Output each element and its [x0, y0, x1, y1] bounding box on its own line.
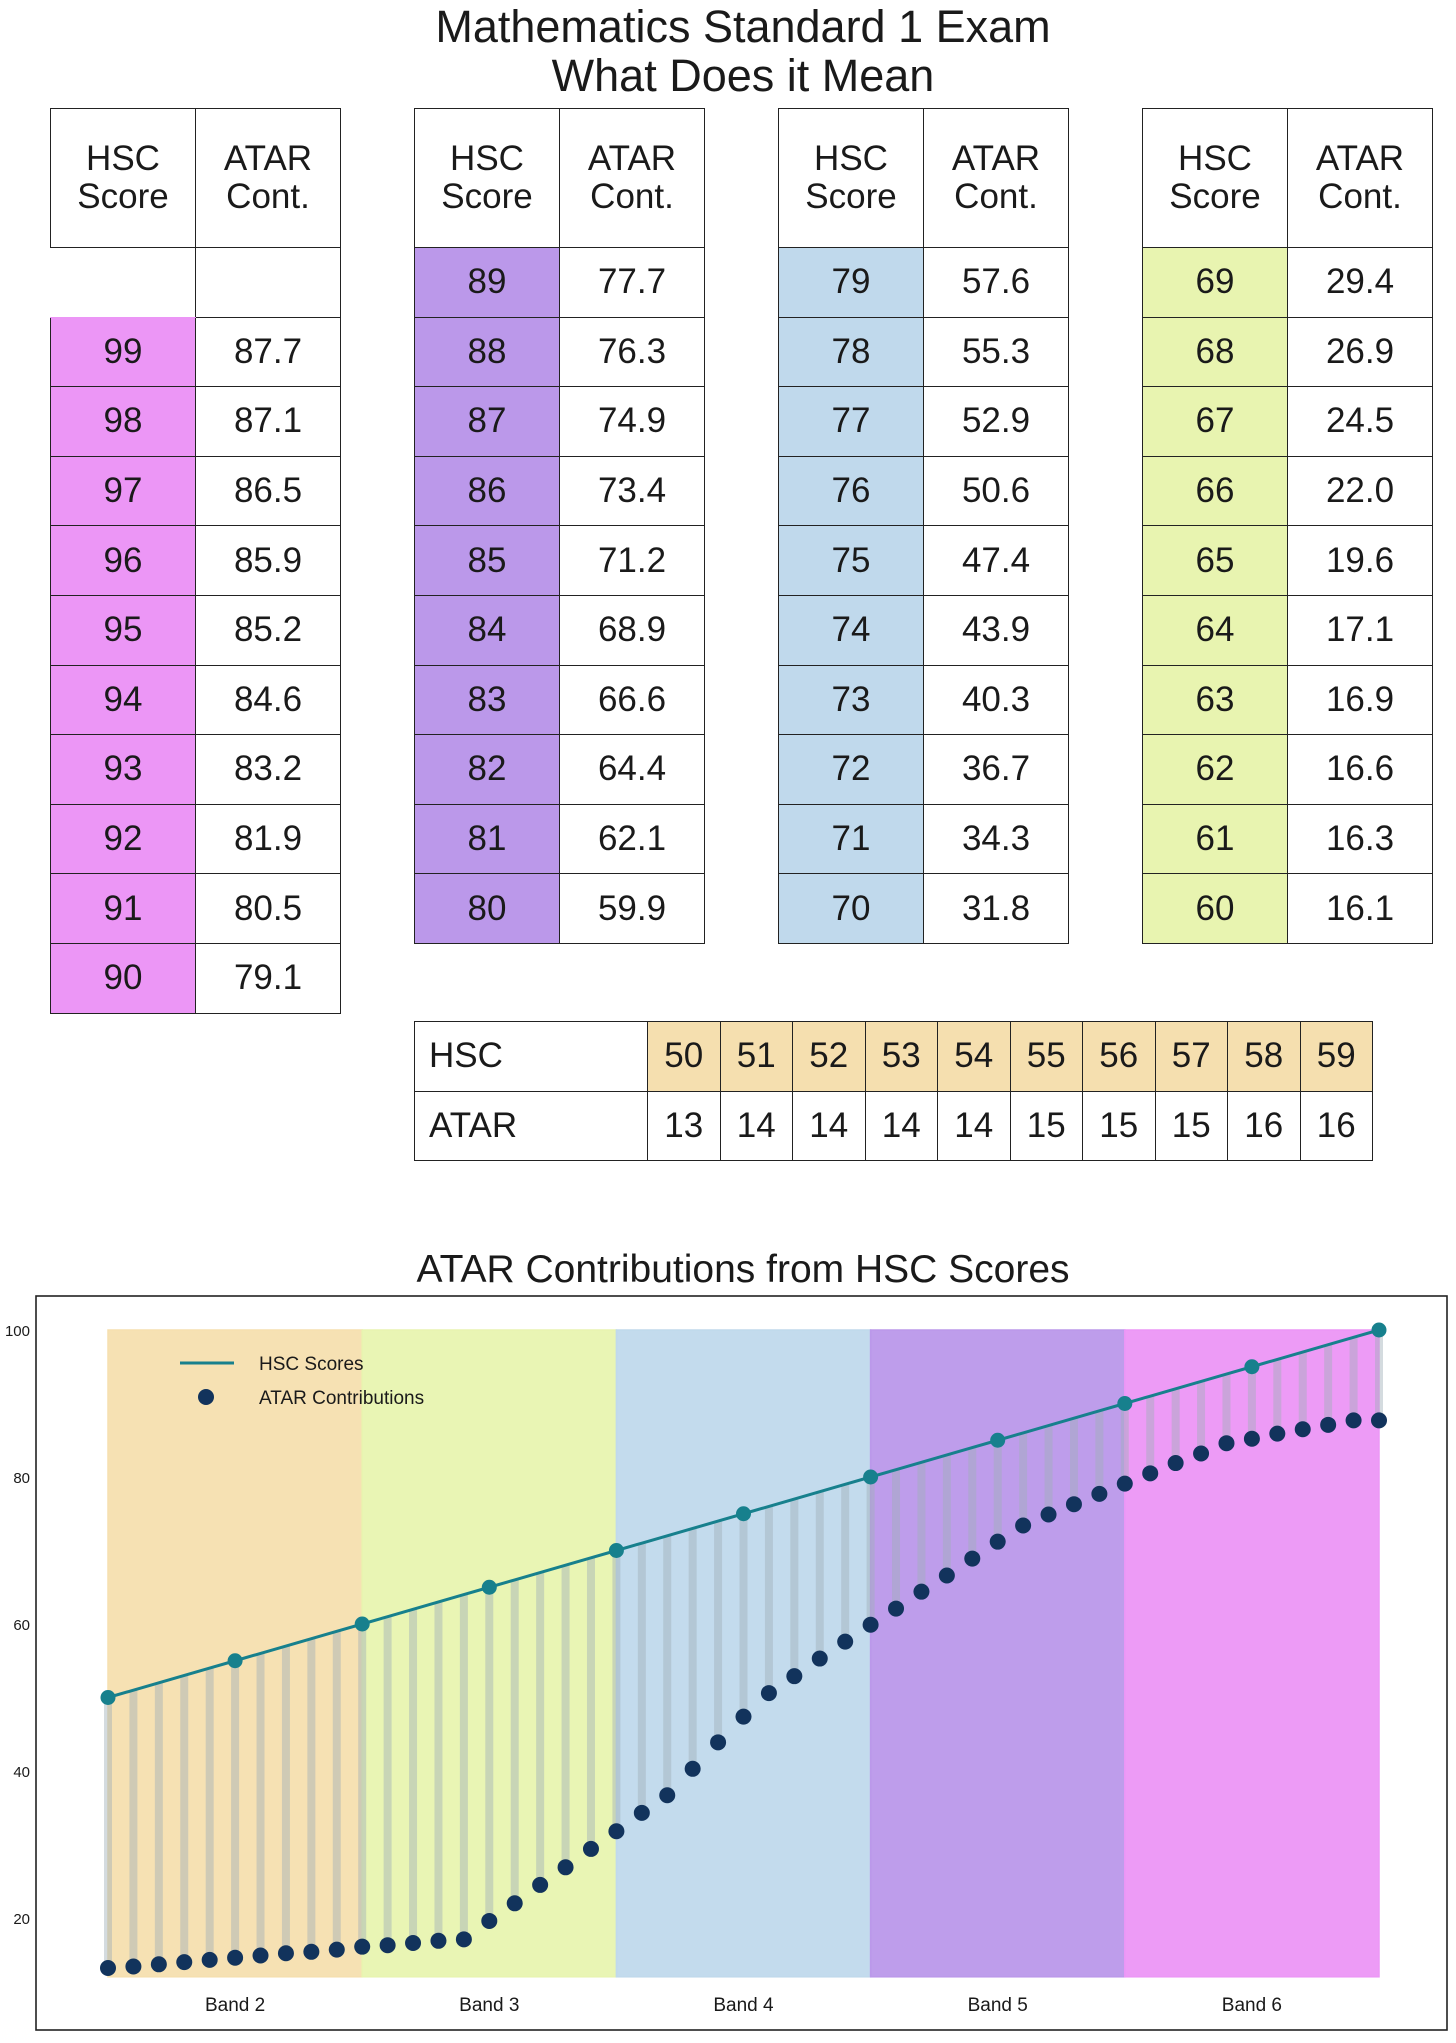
table-row [1143, 526, 1433, 596]
hsc-score-cell: 79 [779, 248, 924, 318]
header-hsc-score: HSC Score [779, 109, 924, 248]
hsc-score-cell: 88 [415, 317, 560, 387]
band2-atar-cell: 14 [865, 1091, 938, 1161]
score-table-band4 [778, 108, 1069, 944]
atar-cont-cell: 43.9 [924, 595, 1069, 665]
atar-point [1218, 1435, 1234, 1451]
hsc-score-cell: 90 [51, 943, 196, 1013]
atar-point [253, 1947, 269, 1963]
score-table-band6 [50, 108, 341, 1014]
hsc-score-cell: 87 [415, 387, 560, 457]
table-row [1143, 595, 1433, 665]
atar-point [176, 1954, 192, 1970]
hsc-score-cell: 75 [779, 526, 924, 596]
atar-cont-cell: 81.9 [196, 804, 341, 874]
table-header-row [415, 109, 705, 248]
band2-hsc-cell: 52 [793, 1022, 866, 1092]
atar-point [1193, 1445, 1209, 1461]
table-row [779, 387, 1069, 457]
hsc-score-point [355, 1617, 370, 1632]
legend-atar-swatch [198, 1389, 214, 1405]
table-row [779, 248, 1069, 318]
atar-cont-cell: 87.7 [196, 317, 341, 387]
table-row [51, 317, 341, 387]
header-hsc-score: HSC Score [51, 109, 196, 248]
hsc-score-cell: 80 [415, 874, 560, 944]
table-row [779, 665, 1069, 735]
band2-atar-label: ATAR [415, 1091, 648, 1161]
atar-cont-cell: 59.9 [560, 874, 705, 944]
table-row [1143, 804, 1433, 874]
table-row [1143, 387, 1433, 457]
table-row [51, 456, 341, 526]
header-hsc-score: HSC Score [415, 109, 560, 248]
atar-point [1244, 1431, 1260, 1447]
atar-cont-cell: 76.3 [560, 317, 705, 387]
hsc-score-cell: 69 [1143, 248, 1288, 318]
hsc-score-point [482, 1580, 497, 1595]
atar-point [1371, 1412, 1387, 1428]
atar-point [151, 1956, 167, 1972]
band2-hsc-cell: 59 [1300, 1022, 1373, 1092]
table-row [1143, 317, 1433, 387]
header-atar-cont: ATAR Cont. [560, 109, 705, 248]
atar-cont-cell: 85.9 [196, 526, 341, 596]
legend-hsc-label: HSC Scores [259, 1354, 364, 1375]
atar-cont-cell: 29.4 [1288, 248, 1433, 318]
table-row [51, 735, 341, 805]
atar-cont-cell: 36.7 [924, 735, 1069, 805]
y-tick-label: 20 [13, 1911, 30, 1928]
band2-hsc-label: HSC [415, 1022, 648, 1092]
title-line-1: Mathematics Standard 1 Exam [435, 1, 1051, 52]
atar-point [888, 1601, 904, 1617]
band2-atar-cell: 16 [1228, 1091, 1301, 1161]
atar-point [685, 1761, 701, 1777]
atar-point [1346, 1412, 1362, 1428]
table-row [415, 595, 705, 665]
atar-cont-cell: 87.1 [196, 387, 341, 457]
hsc-score-cell: 76 [779, 456, 924, 526]
atar-cont-cell: 22.0 [1288, 456, 1433, 526]
atar-point [913, 1584, 929, 1600]
band2-atar-cell: 14 [938, 1091, 1011, 1161]
atar-cont-cell [196, 248, 341, 318]
band-label: Band 3 [459, 1994, 520, 2016]
atar-cont-cell: 34.3 [924, 804, 1069, 874]
atar-point [380, 1937, 396, 1953]
hsc-score-cell: 70 [779, 874, 924, 944]
atar-cont-cell: 62.1 [560, 804, 705, 874]
hsc-score-cell: 81 [415, 804, 560, 874]
atar-cont-cell: 85.2 [196, 595, 341, 665]
band2-atar-row [415, 1091, 1373, 1161]
band-label: Band 2 [204, 1994, 266, 2016]
hsc-score-point [101, 1690, 116, 1705]
band2-hsc-cell: 58 [1228, 1022, 1301, 1092]
hsc-score-cell: 66 [1143, 456, 1288, 526]
band2-atar-cell: 13 [648, 1091, 721, 1161]
atar-point [558, 1859, 574, 1875]
page-title [0, 2, 1456, 100]
hsc-score-cell: 78 [779, 317, 924, 387]
atar-point [430, 1933, 446, 1949]
table-row [415, 526, 705, 596]
atar-point [100, 1960, 116, 1976]
hsc-score-cell: 71 [779, 804, 924, 874]
hsc-score-point [609, 1543, 624, 1558]
atar-point [786, 1668, 802, 1684]
atar-cont-cell: 47.4 [924, 526, 1069, 596]
band2-atar-cell: 14 [793, 1091, 866, 1161]
atar-point [964, 1551, 980, 1567]
band2-hsc-cell: 53 [865, 1022, 938, 1092]
band-region [871, 1330, 1125, 1977]
hsc-score-cell: 60 [1143, 874, 1288, 944]
atar-point [583, 1841, 599, 1857]
atar-cont-cell: 84.6 [196, 665, 341, 735]
atar-point [125, 1959, 141, 1975]
table-row [1143, 874, 1433, 944]
header-hsc-score: HSC Score [1143, 109, 1288, 248]
atar-point [354, 1939, 370, 1955]
atar-cont-cell: 64.4 [560, 735, 705, 805]
atar-point [202, 1952, 218, 1968]
hsc-score-cell: 68 [1143, 317, 1288, 387]
atar-cont-cell: 16.6 [1288, 735, 1433, 805]
atar-point [1269, 1426, 1285, 1442]
atar-cont-cell: 79.1 [196, 943, 341, 1013]
atar-cont-cell: 31.8 [924, 874, 1069, 944]
hsc-score-cell: 94 [51, 665, 196, 735]
y-tick-label: 40 [13, 1764, 30, 1781]
band-label: Band 4 [713, 1994, 774, 2016]
atar-point [736, 1709, 752, 1725]
hsc-score-point [736, 1506, 751, 1521]
band2-atar-cell: 15 [1083, 1091, 1156, 1161]
atar-point [812, 1651, 828, 1667]
atar-cont-cell: 74.9 [560, 387, 705, 457]
hsc-score-cell: 92 [51, 804, 196, 874]
atar-cont-cell: 77.7 [560, 248, 705, 318]
header-atar-cont: ATAR Cont. [196, 109, 341, 248]
hsc-score-cell: 65 [1143, 526, 1288, 596]
atar-cont-cell: 73.4 [560, 456, 705, 526]
hsc-score-cell [51, 248, 196, 318]
atar-cont-cell: 50.6 [924, 456, 1069, 526]
band2-hsc-cell: 55 [1010, 1022, 1083, 1092]
table-row [779, 526, 1069, 596]
atar-cont-cell: 24.5 [1288, 387, 1433, 457]
table-row [415, 456, 705, 526]
hsc-score-point [990, 1433, 1005, 1448]
band2-atar-cell: 15 [1155, 1091, 1228, 1161]
hsc-score-cell: 91 [51, 874, 196, 944]
atar-cont-cell: 66.6 [560, 665, 705, 735]
hsc-score-cell: 97 [51, 456, 196, 526]
table-row [779, 595, 1069, 665]
y-tick-label: 80 [13, 1470, 30, 1487]
atar-cont-cell: 80.5 [196, 874, 341, 944]
header-atar-cont: ATAR Cont. [1288, 109, 1433, 248]
score-table-band3 [1142, 108, 1433, 944]
hsc-score-cell: 99 [51, 317, 196, 387]
table-row [779, 735, 1069, 805]
hsc-score-point [228, 1653, 243, 1668]
atar-cont-cell: 16.3 [1288, 804, 1433, 874]
band2-atar-cell: 15 [1010, 1091, 1083, 1161]
hsc-score-cell: 72 [779, 735, 924, 805]
table-row [415, 248, 705, 318]
atar-cont-cell: 83.2 [196, 735, 341, 805]
atar-point [1091, 1486, 1107, 1502]
table-row [415, 665, 705, 735]
table-row [1143, 665, 1433, 735]
legend-atar-label: ATAR Contributions [259, 1388, 425, 1409]
atar-point [303, 1944, 319, 1960]
band2-hsc-cell: 50 [648, 1022, 721, 1092]
band-label: Band 6 [1221, 1994, 1283, 2016]
atar-point [990, 1534, 1006, 1550]
table-row [1143, 456, 1433, 526]
y-tick-label: 100 [4, 1323, 30, 1340]
table-row [779, 874, 1069, 944]
table-header-row [1143, 109, 1433, 248]
atar-cont-cell: 52.9 [924, 387, 1069, 457]
hsc-score-cell: 86 [415, 456, 560, 526]
atar-cont-cell: 40.3 [924, 665, 1069, 735]
atar-point [863, 1617, 879, 1633]
table-header-row [51, 109, 341, 248]
band-label: Band 5 [967, 1994, 1028, 2016]
band2-hsc-cell: 51 [720, 1022, 793, 1092]
atar-cont-cell: 57.6 [924, 248, 1069, 318]
atar-point [1117, 1476, 1133, 1492]
atar-point [329, 1942, 345, 1958]
band2-table [414, 1021, 1373, 1161]
atar-point [634, 1805, 650, 1821]
atar-point [456, 1931, 472, 1947]
atar-cont-cell: 55.3 [924, 317, 1069, 387]
atar-point [481, 1913, 497, 1929]
table-row [51, 595, 341, 665]
atar-point [1041, 1506, 1057, 1522]
band2-hsc-row [415, 1022, 1373, 1092]
hsc-score-cell: 82 [415, 735, 560, 805]
hsc-score-point [1117, 1396, 1132, 1411]
atar-point [1142, 1465, 1158, 1481]
table-row [415, 387, 705, 457]
table-row [51, 526, 341, 596]
atar-point [1295, 1421, 1311, 1437]
atar-cont-cell: 16.1 [1288, 874, 1433, 944]
atar-point [761, 1685, 777, 1701]
atar-point [227, 1950, 243, 1966]
band2-atar-cell: 16 [1300, 1091, 1373, 1161]
table-row [415, 317, 705, 387]
hsc-score-cell: 61 [1143, 804, 1288, 874]
atar-point [710, 1734, 726, 1750]
atar-point [405, 1935, 421, 1951]
hsc-score-cell: 93 [51, 735, 196, 805]
band2-hsc-cell: 54 [938, 1022, 1011, 1092]
score-table-band5 [414, 108, 705, 944]
hsc-score-cell: 77 [779, 387, 924, 457]
hsc-score-cell: 73 [779, 665, 924, 735]
atar-point [837, 1634, 853, 1650]
atar-point [532, 1877, 548, 1893]
hsc-score-cell: 63 [1143, 665, 1288, 735]
atar-cont-cell: 71.2 [560, 526, 705, 596]
hsc-score-cell: 83 [415, 665, 560, 735]
atar-point [1015, 1518, 1031, 1534]
table-row [779, 804, 1069, 874]
atar-point [608, 1823, 624, 1839]
atar-point [1320, 1417, 1336, 1433]
table-row [779, 317, 1069, 387]
atar-point [507, 1895, 523, 1911]
atar-point [939, 1567, 955, 1583]
atar-cont-cell: 68.9 [560, 595, 705, 665]
band2-atar-cell: 14 [720, 1091, 793, 1161]
table-row [51, 387, 341, 457]
atar-cont-cell: 16.9 [1288, 665, 1433, 735]
header-atar-cont: ATAR Cont. [924, 109, 1069, 248]
hsc-score-cell: 64 [1143, 595, 1288, 665]
table-row [51, 248, 341, 318]
table-row [1143, 735, 1433, 805]
hsc-score-cell: 98 [51, 387, 196, 457]
hsc-score-point [863, 1470, 878, 1485]
band2-hsc-cell: 56 [1083, 1022, 1156, 1092]
table-row [779, 456, 1069, 526]
hsc-score-point [1244, 1359, 1259, 1374]
atar-point [1168, 1455, 1184, 1471]
table-row [415, 874, 705, 944]
atar-cont-cell: 17.1 [1288, 595, 1433, 665]
atar-point [1066, 1496, 1082, 1512]
table-row [51, 943, 341, 1013]
table-row [1143, 248, 1433, 318]
title-line-2: What Does it Mean [551, 50, 935, 101]
atar-point [659, 1787, 675, 1803]
atar-cont-cell: 86.5 [196, 456, 341, 526]
hsc-score-cell: 84 [415, 595, 560, 665]
atar-point [278, 1945, 294, 1961]
atar-cont-cell: 26.9 [1288, 317, 1433, 387]
hsc-score-cell: 67 [1143, 387, 1288, 457]
hsc-score-point [1372, 1323, 1387, 1338]
hsc-score-cell: 96 [51, 526, 196, 596]
table-row [51, 804, 341, 874]
table-header-row [779, 109, 1069, 248]
hsc-score-cell: 95 [51, 595, 196, 665]
chart-title: ATAR Contributions from HSC Scores [416, 1248, 1070, 1291]
table-row [415, 735, 705, 805]
table-row [51, 874, 341, 944]
hsc-score-cell: 85 [415, 526, 560, 596]
band2-hsc-cell: 57 [1155, 1022, 1228, 1092]
table-row [415, 804, 705, 874]
atar-chart [0, 1290, 1456, 2043]
hsc-score-cell: 74 [779, 595, 924, 665]
atar-cont-cell: 19.6 [1288, 526, 1433, 596]
hsc-score-cell: 62 [1143, 735, 1288, 805]
hsc-score-cell: 89 [415, 248, 560, 318]
y-tick-label: 60 [13, 1617, 30, 1634]
table-row [51, 665, 341, 735]
